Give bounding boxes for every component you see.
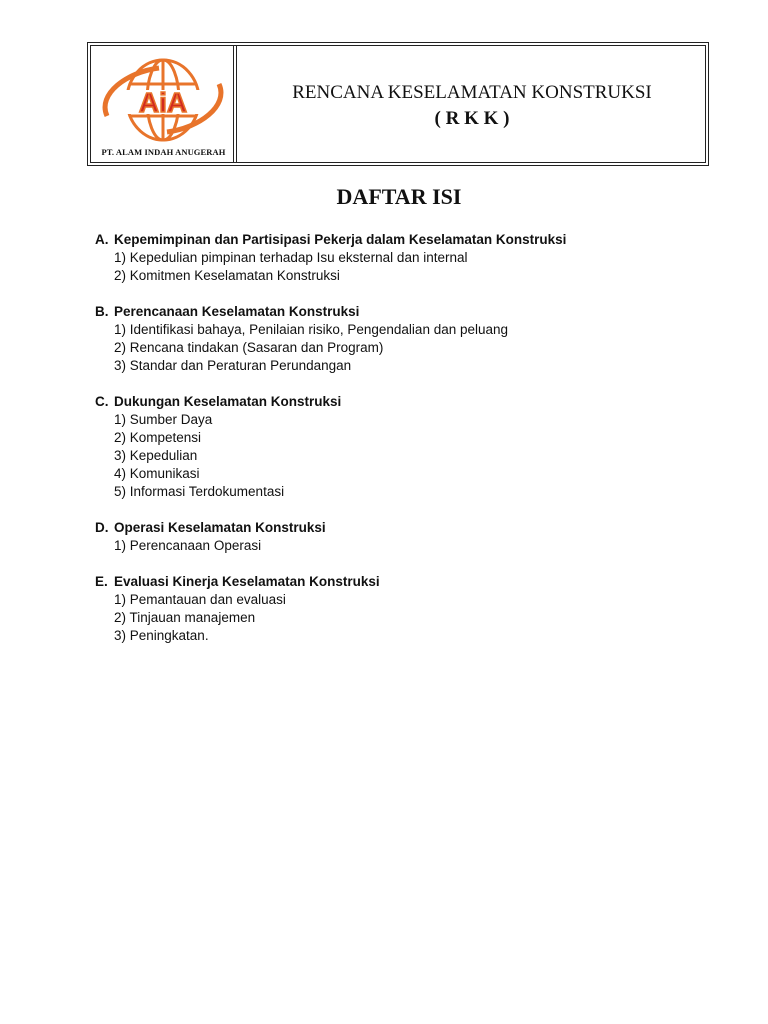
toc-item: 3) Peningkatan. [114,628,209,643]
table-of-contents [95,231,695,663]
toc-section-title [95,303,695,321]
toc-item: 1) Pemantauan dan evaluasi [114,592,286,607]
toc-section [95,519,695,555]
toc-section [95,303,695,375]
toc-section-title-text: Evaluasi Kinerja Keselamatan Konstruksi [114,574,380,589]
header-inner-frame [90,45,706,163]
toc-section [95,231,695,285]
toc-item: 1) Perencanaan Operasi [114,538,262,553]
toc-item: 1) Sumber Daya [114,412,213,427]
toc-section-letter: C. [95,394,109,409]
toc-item: 1) Kepedulian pimpinan terhadap Isu eksternal dan internal [114,250,468,265]
company-name: PT. ALAM INDAH ANUGERAH [101,147,226,157]
toc-section-title-text: Kepemimpinan dan Partisipasi Pekerja dalam Keselamatan Konstruksi [114,232,567,247]
toc-heading: DAFTAR ISI [336,184,462,209]
title-cell [239,46,705,162]
toc-item: 3) Standar dan Peraturan Perundangan [114,358,352,373]
toc-item: 5) Informasi Terdokumentasi [114,484,285,499]
toc-section-title [95,231,695,249]
toc-section [95,393,695,501]
toc-item: 2) Rencana tindakan (Sasaran dan Program) [114,340,384,355]
toc-section-title [95,519,695,537]
toc-item: 2) Kompetensi [114,430,202,445]
toc-section-title-text: Perencanaan Keselamatan Konstruksi [114,304,360,319]
toc-section-title [95,393,695,411]
toc-section-letter: D. [95,520,109,535]
company-logo-globe-icon [97,54,229,146]
toc-item: 4) Komunikasi [114,466,200,481]
logo-text: AiA [138,87,188,118]
toc-item: 2) Komitmen Keselamatan Konstruksi [114,268,340,283]
toc-item: 1) Identifikasi bahaya, Penilaian risiko, Pengendalian dan peluang [114,322,509,337]
toc-section-letter: B. [95,304,109,319]
toc-section-title-text: Operasi Keselamatan Konstruksi [114,520,326,535]
toc-section-letter: E. [95,574,108,589]
logo-cell [91,46,237,162]
toc-section-title-text: Dukungan Keselamatan Konstruksi [114,394,342,409]
toc-section [95,573,695,645]
toc-item: 2) Tinjauan manajemen [114,610,256,625]
toc-section-letter: A. [95,232,109,247]
document-abbreviation: ( R K K ) [434,108,510,129]
toc-item: 3) Kepedulian [114,448,198,463]
document-title: RENCANA KESELAMATAN KONSTRUKSI [292,82,652,103]
toc-section-title [95,573,695,591]
document-header [87,42,709,166]
